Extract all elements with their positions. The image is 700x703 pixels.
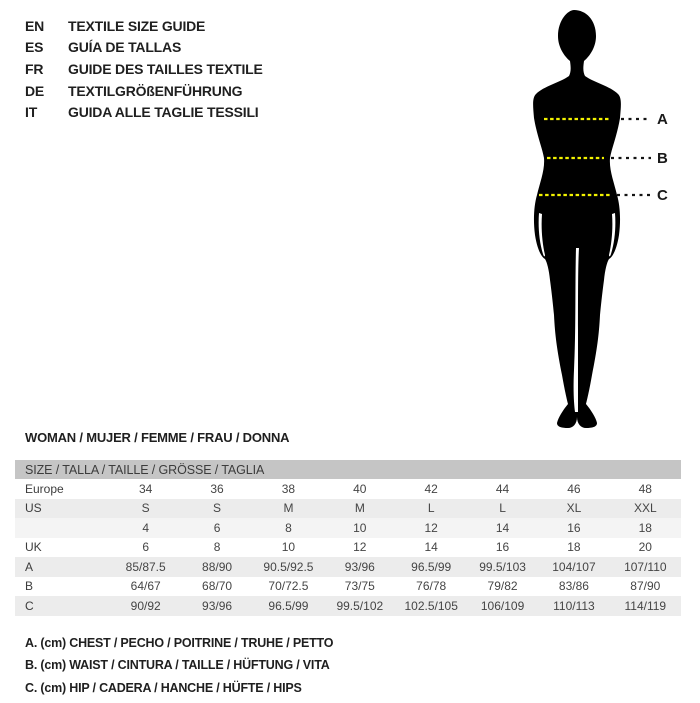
language-row <box>25 37 263 59</box>
size-cell: 46 <box>567 481 581 496</box>
row-label: US <box>25 501 42 516</box>
language-code: DE <box>25 82 45 99</box>
size-cell: 4 <box>142 520 150 535</box>
size-cell: 96.5/99 <box>268 598 309 613</box>
size-cell: 14 <box>495 520 510 535</box>
row-label: UK <box>25 540 42 555</box>
size-cell: 10 <box>353 520 367 535</box>
size-cell: 18 <box>567 540 581 555</box>
size-cell: 87/90 <box>630 579 661 594</box>
size-cell: 93/96 <box>202 598 233 613</box>
table-row <box>15 518 681 538</box>
size-cell: 48 <box>638 481 652 496</box>
size-cell: XXL <box>633 501 657 516</box>
size-cell: 6 <box>142 540 150 555</box>
language-code: FR <box>25 60 44 77</box>
woman-silhouette-figure <box>480 0 700 432</box>
measure-label-b: B <box>657 150 668 167</box>
language-code: IT <box>25 104 38 121</box>
size-cell: 8 <box>285 520 292 535</box>
size-cell: L <box>427 501 435 516</box>
size-cell: 99.5/103 <box>479 559 526 574</box>
size-cell: 114/119 <box>624 598 667 613</box>
row-label <box>15 518 110 538</box>
size-cell: M <box>283 501 294 516</box>
size-cell: 34 <box>139 481 153 496</box>
row-label: B <box>25 579 34 594</box>
size-cell: L <box>499 501 506 516</box>
language-title: GUIDE DES TAILLES TEXTILE <box>68 60 263 77</box>
size-cell: 68/70 <box>202 579 233 594</box>
size-cell: 104/107 <box>552 559 596 574</box>
size-cell: 96.5/99 <box>411 559 452 574</box>
language-title: GUÍA DE TALLAS <box>68 39 182 56</box>
size-cell: 42 <box>424 481 438 496</box>
row-label: A <box>25 559 34 574</box>
size-cell: 16 <box>495 540 510 555</box>
size-cell: 16 <box>567 520 581 535</box>
legend-line: C. (cm) HIP / CADERA / HANCHE / HÜFTE / HIPS <box>25 680 302 695</box>
size-cell: XL <box>566 501 582 516</box>
size-cell: 110/113 <box>553 598 595 613</box>
size-cell: 38 <box>281 481 296 496</box>
size-cell: 18 <box>638 520 652 535</box>
size-cell: 102.5/105 <box>404 598 458 613</box>
table-row <box>15 577 681 597</box>
size-cell: 107/110 <box>624 559 667 574</box>
table-header-row <box>15 460 681 479</box>
table-row <box>15 499 681 519</box>
size-cell: S <box>141 501 150 516</box>
size-table-body <box>15 479 681 616</box>
language-row <box>25 80 263 102</box>
size-cell: M <box>354 501 365 516</box>
language-title: TEXTILGRÖßENFÜHRUNG <box>68 82 243 99</box>
language-row <box>25 101 263 123</box>
size-cell: 73/75 <box>344 579 375 594</box>
size-cell: 36 <box>210 481 224 496</box>
size-figure <box>480 0 700 432</box>
size-cell: 99.5/102 <box>336 598 384 613</box>
table-row <box>15 479 681 499</box>
language-row <box>25 58 263 80</box>
section-title: WOMAN / MUJER / FEMME / FRAU / DONNA <box>25 430 290 445</box>
size-cell: 14 <box>424 540 438 555</box>
legend-line: A. (cm) CHEST / PECHO / POITRINE / TRUHE / PETTO <box>25 636 334 650</box>
row-label: C <box>25 598 34 613</box>
size-cell: 12 <box>424 520 438 535</box>
table-header: SIZE / TALLA / TAILLE / GRÖSSE / TAGLIA <box>15 460 681 479</box>
size-cell: 85/87.5 <box>125 559 166 574</box>
size-cell: 12 <box>353 540 367 555</box>
size-cell: 90.5/92.5 <box>263 559 314 574</box>
size-cell: 79/82 <box>487 579 518 594</box>
language-row <box>25 15 263 37</box>
size-cell: 90/92 <box>130 598 161 613</box>
size-table <box>15 460 681 616</box>
size-cell: 88/90 <box>202 559 233 574</box>
size-cell: 6 <box>213 520 221 535</box>
measure-label-c: C <box>657 187 668 204</box>
size-cell: 76/78 <box>416 579 447 594</box>
size-cell: 64/67 <box>130 579 161 594</box>
language-code: EN <box>25 17 45 34</box>
language-list <box>25 15 263 123</box>
table-row <box>15 596 681 616</box>
table-row <box>15 557 681 577</box>
size-cell: 106/109 <box>480 598 525 613</box>
size-cell: 70/72.5 <box>268 579 309 594</box>
size-cell: 40 <box>353 481 367 496</box>
language-title: GUIDA ALLE TAGLIE TESSILI <box>68 104 259 121</box>
language-title: TEXTILE SIZE GUIDE <box>68 17 206 34</box>
size-cell: 83/86 <box>558 579 589 594</box>
size-cell: 20 <box>638 540 652 555</box>
size-cell: 8 <box>213 540 221 555</box>
size-cell: 93/96 <box>344 559 375 574</box>
measure-label-a: A <box>657 111 668 128</box>
row-label: Europe <box>25 481 64 496</box>
table-row <box>15 538 681 558</box>
size-cell: 10 <box>281 540 296 555</box>
measurement-legend <box>25 636 333 703</box>
legend-line: B. (cm) WAIST / CINTURA / TAILLE / HÜFTUNG / VITA <box>25 658 330 673</box>
language-code: ES <box>25 39 44 56</box>
size-cell: 44 <box>495 481 510 496</box>
size-cell: S <box>213 501 222 516</box>
